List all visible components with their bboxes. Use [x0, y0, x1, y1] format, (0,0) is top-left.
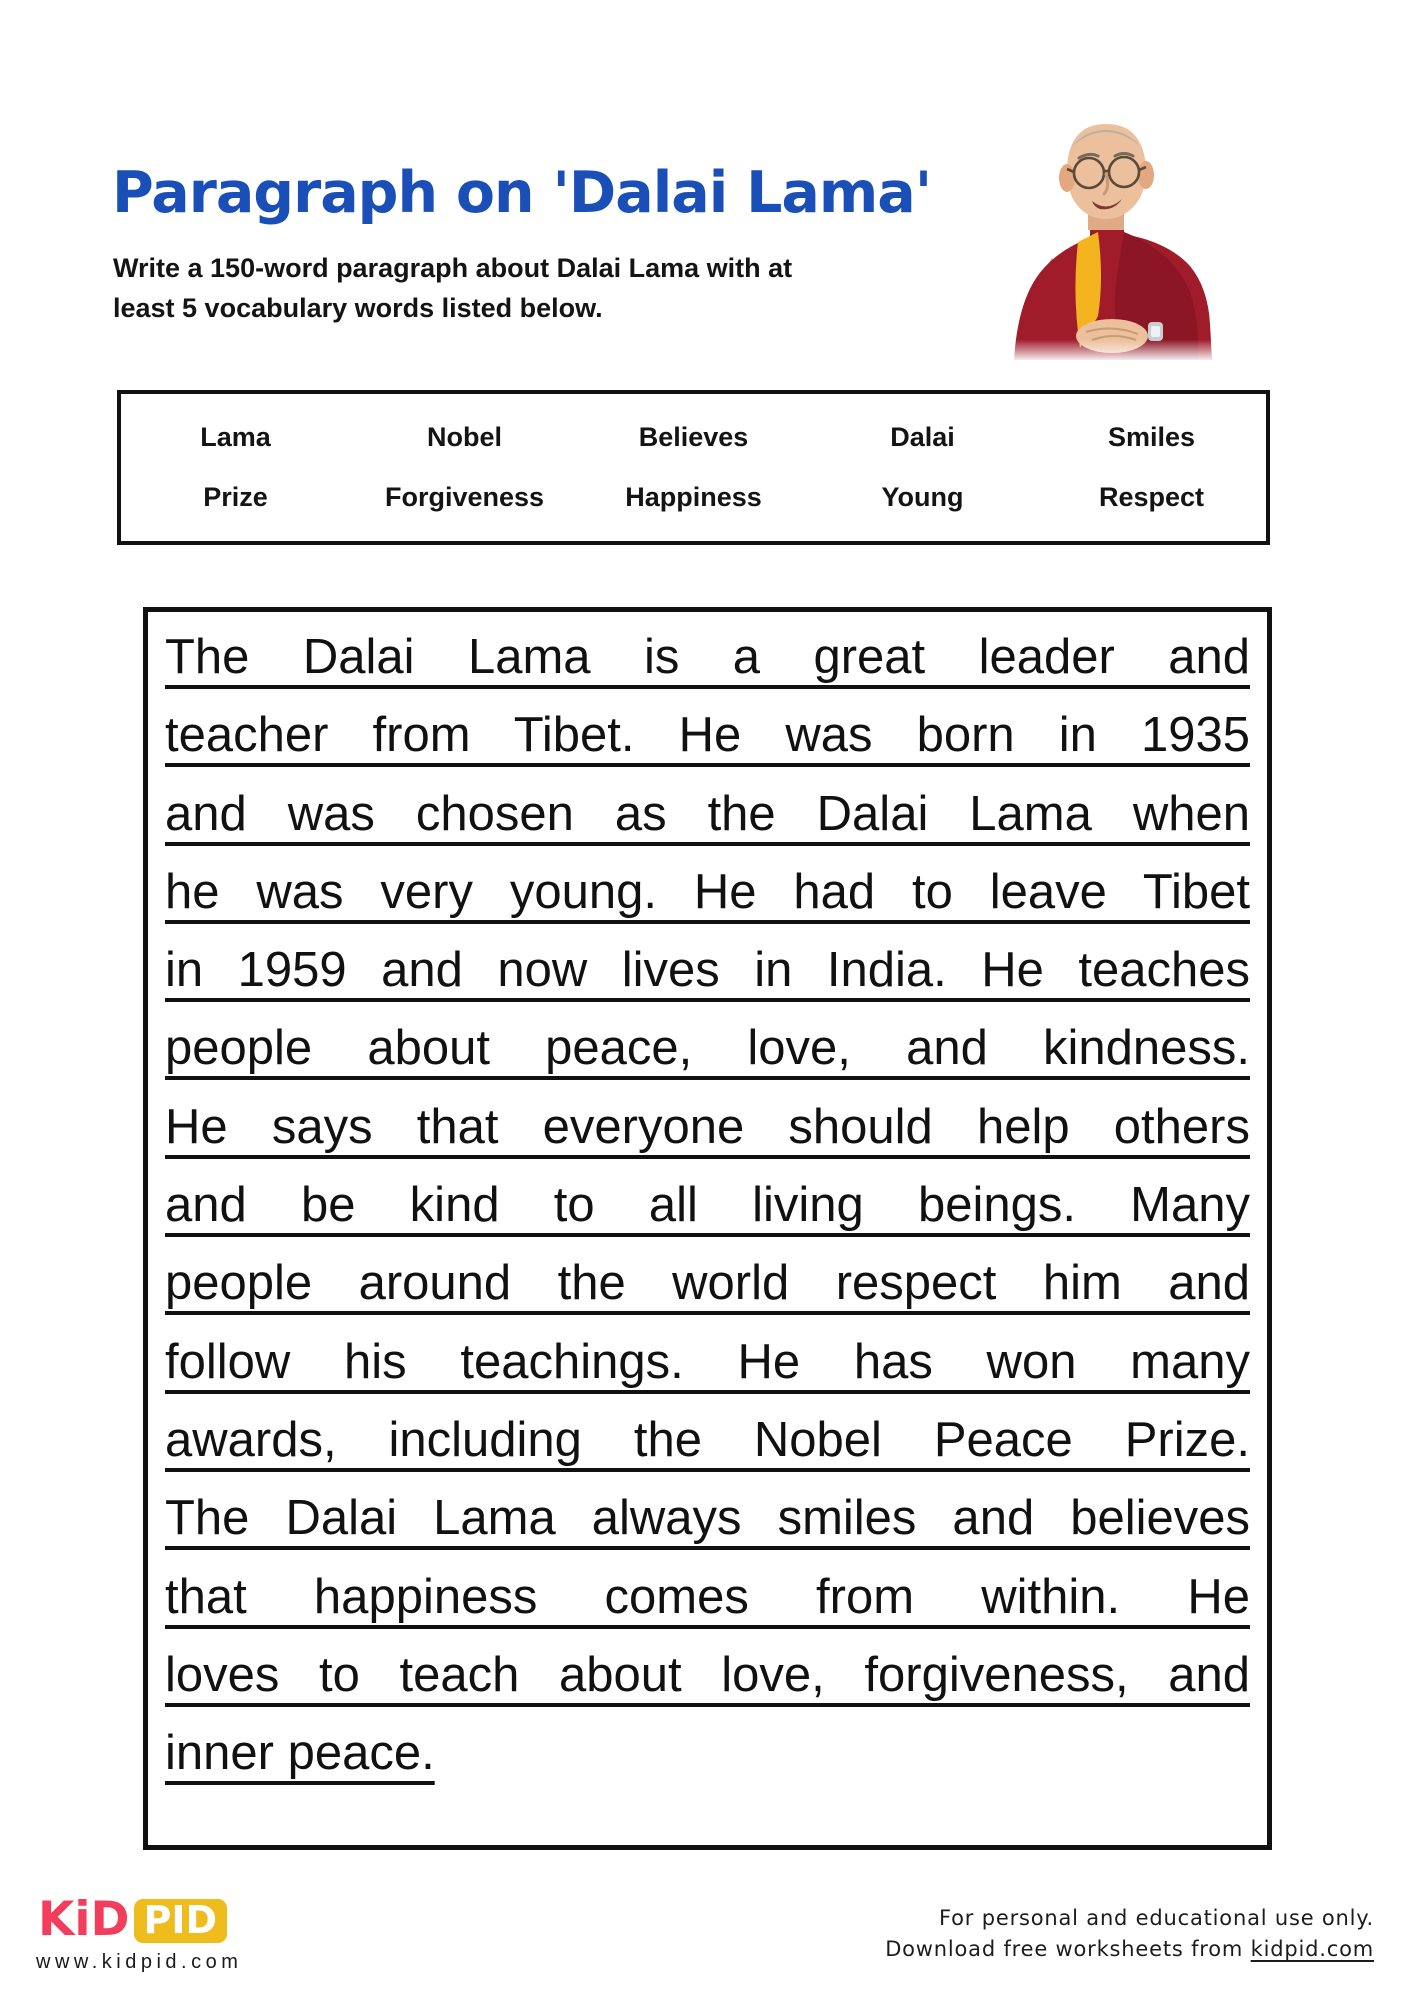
usage-note-line2: Download free worksheets from [885, 1937, 1251, 1961]
kidpid-logo [38, 1890, 227, 1948]
paragraph-line: he was very young. He had to leave Tibet [165, 864, 1250, 919]
kidpid-logo-kid: KiD [38, 1891, 130, 1947]
vocab-word: Nobel [426, 422, 502, 453]
paragraph-line: and was chosen as the Dalai Lama when [165, 786, 1250, 841]
paragraph-line: people about peace, love, and kindness. [165, 1021, 1250, 1076]
usage-note [674, 1903, 1374, 1965]
paragraph-line: The Dalai Lama always smiles and believes [165, 1491, 1250, 1546]
paragraph-box [143, 607, 1272, 1850]
dalai-lama-photo [996, 112, 1220, 362]
vocab-word: Young [881, 481, 964, 512]
kidpid-logo-pid: PID [134, 1899, 228, 1943]
paragraph-line: He says that everyone should help others [165, 1099, 1250, 1154]
vocab-word: Forgiveness [384, 481, 545, 512]
website-url: www.kidpid.com [36, 1951, 243, 1973]
paragraph-line: awards, including the Nobel Peace Prize. [165, 1412, 1250, 1467]
paragraph-line: and be kind to all living beings. Many [165, 1178, 1250, 1233]
vocab-word: Lama [200, 422, 271, 453]
vocab-word: Happiness [625, 481, 762, 512]
paragraph-line: The Dalai Lama is a great leader and [165, 630, 1250, 684]
paragraph-line: follow his teachings. He has won many [165, 1334, 1250, 1389]
instructions [113, 248, 792, 328]
paragraph-line: that happiness comes from within. He [165, 1569, 1250, 1624]
paragraph-line: inner peace. [165, 1726, 435, 1781]
page-title: Paragraph on 'Dalai Lama' [112, 160, 932, 226]
kidpid-link[interactable]: kidpid.com [1250, 1937, 1374, 1961]
vocab-word: Smiles [1107, 422, 1196, 453]
usage-note-line1: For personal and educational use only. [939, 1906, 1374, 1930]
instructions-line2: least 5 vocabulary words listed below. [113, 293, 603, 323]
vocab-word: Believes [638, 422, 749, 453]
vocabulary-box [117, 390, 1270, 545]
paragraph-line: in 1959 and now lives in India. He teaches [165, 943, 1250, 998]
instructions-line1: Write a 150-word paragraph about Dalai Lama with at [113, 253, 793, 283]
dalai-lama-illustration [996, 112, 1220, 362]
vocab-word: Prize [203, 481, 268, 512]
vocab-word: Dalai [890, 422, 955, 453]
paragraph-line: people around the world respect him and [165, 1256, 1250, 1311]
paragraph-line: loves to teach about love, forgiveness, and [165, 1647, 1250, 1702]
vocab-word: Respect [1098, 481, 1205, 512]
paragraph-line: teacher from Tibet. He was born in 1935 [165, 708, 1250, 763]
